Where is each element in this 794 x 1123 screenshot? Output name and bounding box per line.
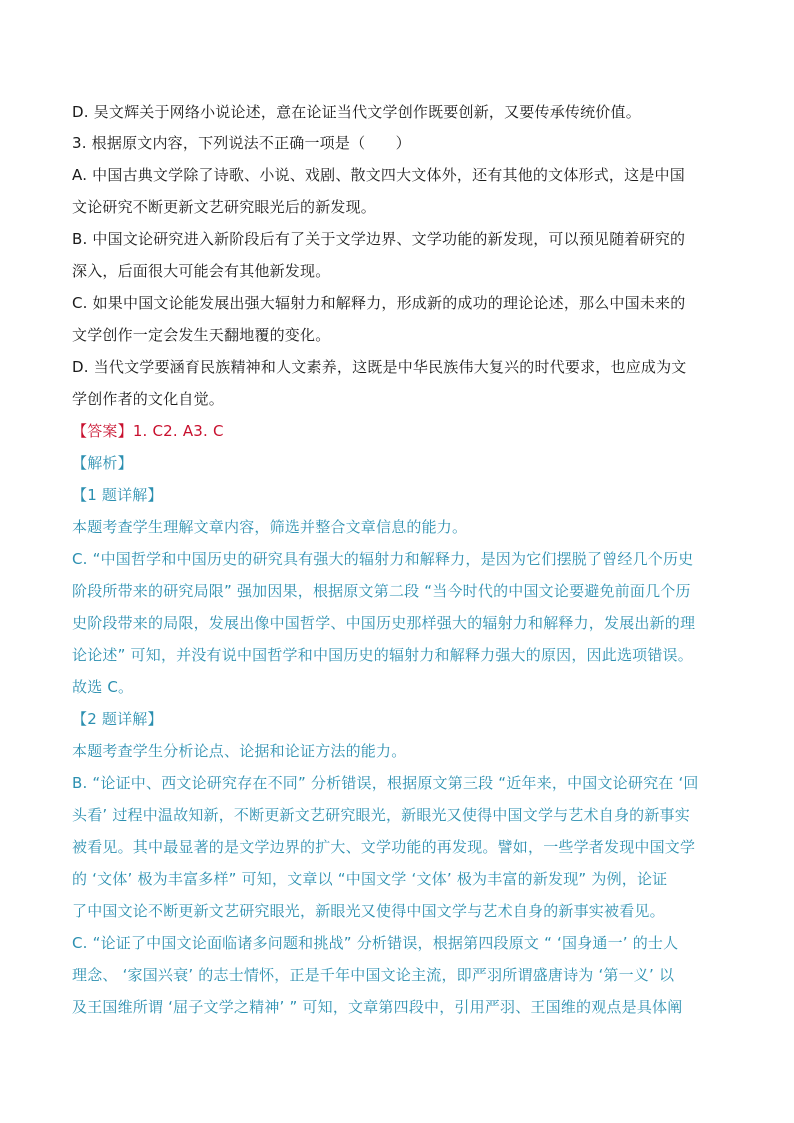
answer-value: 1. C2. A3. C [132, 422, 224, 440]
question-line: C. 如果中国文论能发展出强大辐射力和解释力，形成新的成功的理论论述，那么中国未来的 [72, 294, 686, 312]
question-line: D. 当代文学要涵育民族精神和人文素养，这既是中华民族伟大复兴的时代要求，也应成为文 [72, 358, 687, 376]
analysis-line: C. “中国哲学和中国历史的研究具有强大的辐射力和解释力，是因为它们摆脱了曾经几个历史 [72, 550, 694, 568]
analysis-line: 的 ‘文体’ 极为丰富多样” 可知，文章以 “中国文学 ‘文体’ 极为丰富的新发现” 为例，论证 [72, 870, 668, 888]
answer-line [72, 421, 732, 441]
analysis-line: 理念、 ‘家国兴衰’ 的志士情怀，正是千年中国文论主流，即严羽所谓盛唐诗为 ‘第一义’ 以 [72, 966, 675, 984]
analysis-line: 及王国维所谓 ‘屈子文学之精神’ ” 可知，文章第四段中，引用严羽、王国维的观点是具体阐 [72, 998, 683, 1016]
analysis-heading: 【解析】 [72, 454, 133, 472]
question-line: A. 中国古典文学除了诗歌、小说、戏剧、散文四大文体外，还有其他的文体形式，这是中国 [72, 166, 685, 184]
question-line: 文论研究不断更新文艺研究眼光后的新发现。 [72, 198, 377, 216]
analysis-line: 阶段所带来的研究局限” 强加因果，根据原文第二段 “当今时代的中国文论要避免前面几个历 [72, 582, 691, 600]
question-line: D. 吴文辉关于网络小说论述，意在论证当代文学创作既要创新，又要传承传统价值。 [72, 103, 641, 121]
analysis-line: 史阶段带来的局限，发展出像中国哲学、中国历史那样强大的辐射力和解释力，发展出新的理 [72, 614, 696, 632]
question-line: 文学创作一定会发生天翻地覆的变化。 [72, 326, 331, 344]
analysis-line: 被看见。其中最显著的是文学边界的扩大、文学功能的再发现。譬如，一些学者发现中国文学 [72, 838, 696, 856]
answer-label: 【答案】 [72, 422, 133, 440]
analysis-line: 故选 C。 [72, 678, 134, 696]
analysis-line: 本题考查学生分析论点、论据和论证方法的能力。 [72, 742, 407, 760]
question-line: 深入，后面很大可能会有其他新发现。 [72, 262, 331, 280]
analysis-line: 了中国文论不断更新文艺研究眼光，新眼光又使得中国文学与艺术自身的新事实被看见。 [72, 902, 665, 920]
question-line: 学创作者的文化自觉。 [72, 390, 225, 408]
question-line: 3. 根据原文内容，下列说法不正确一项是（ ） [72, 134, 411, 152]
analysis-subheading: 【2 题详解】 [72, 710, 163, 728]
analysis-subheading: 【1 题详解】 [72, 486, 163, 504]
question-line: B. 中国文论研究进入新阶段后有了关于文学边界、文学功能的新发现，可以预见随着研究的 [72, 230, 686, 248]
analysis-line: 本题考查学生理解文章内容，筛选并整合文章信息的能力。 [72, 518, 468, 536]
analysis-line: 头看’ 过程中温故知新，不断更新文艺研究眼光，新眼光又使得中国文学与艺术自身的新事实 [72, 806, 690, 824]
analysis-line: C. “论证了中国文论面临诸多问题和挑战” 分析错误，根据第四段原文 “ ‘国身通一’ 的士人 [72, 934, 679, 952]
analysis-line: 论论述” 可知，并没有说中国哲学和中国历史的辐射力和解释力强大的原因，因此选项错误。 [72, 646, 693, 664]
analysis-line: B. “论证中、西文论研究存在不同” 分析错误，根据原文第三段 “近年来，中国文论研究在 ‘回 [72, 774, 699, 792]
